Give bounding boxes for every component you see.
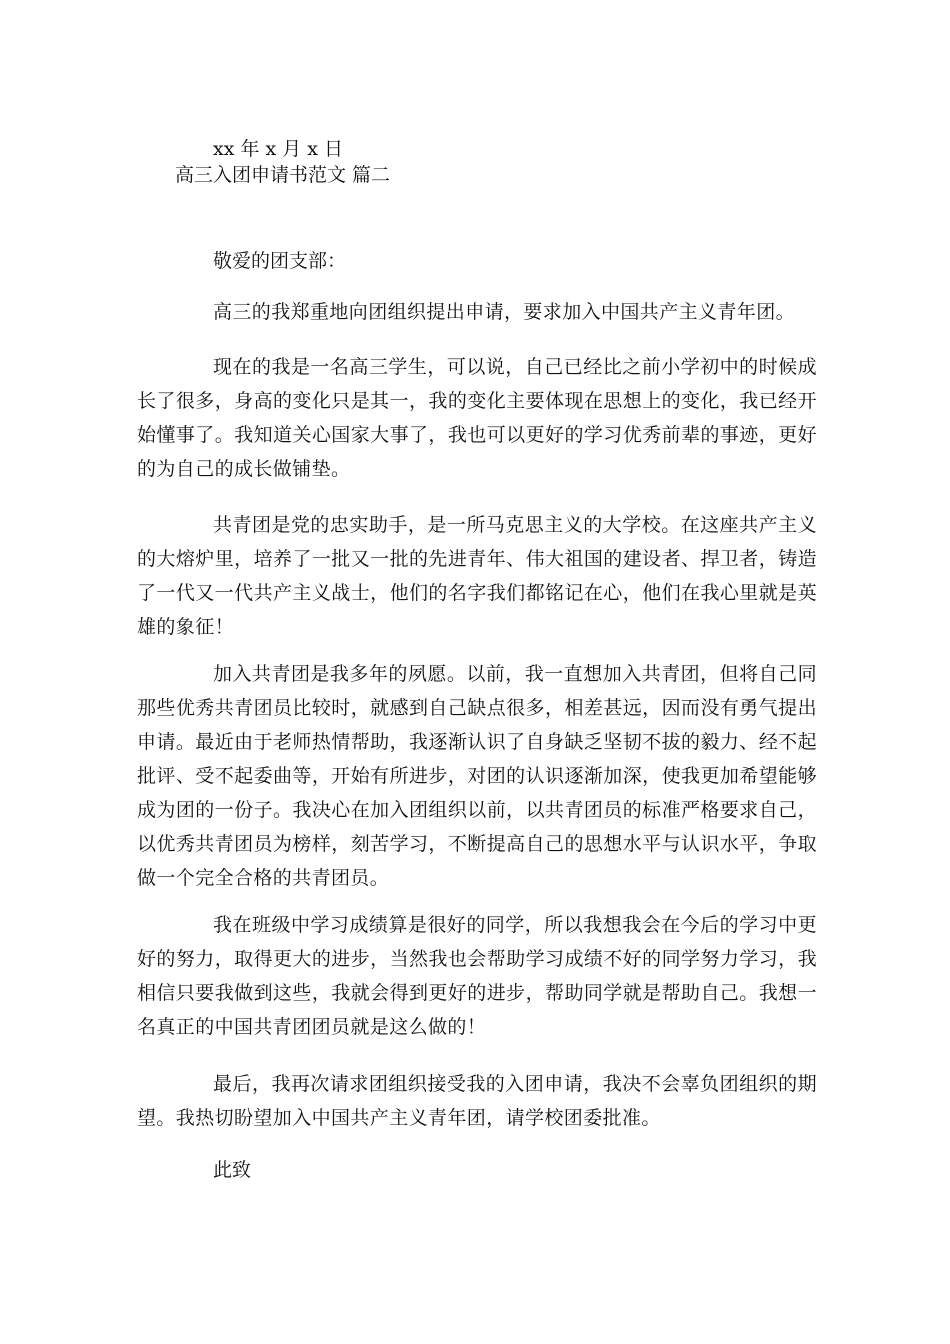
document-subtitle: 高三入团申请书范文 篇二 (175, 164, 391, 186)
paragraph-1: 高三的我郑重地向团组织提出申请，要求加入中国共产主义青年团。 (213, 301, 796, 323)
paragraph-6: 最后，我再次请求团组织接受我的入团申请，我决不会辜负团组织的期望。我热切盼望加入中国共产主义青年团，请学校团委批准。 (137, 1073, 817, 1129)
salutation: 敬爱的团支部： (213, 250, 347, 272)
closing-line: 此致 (213, 1159, 252, 1181)
paragraph-5: 我在班级中学习成绩算是很好的同学，所以我想我会在今后的学习中更好的努力，取得更大的进步，当然我也会帮助学习成绩不好的同学努力学习，我相信只要我做到这些，我就会得到更好的进步，帮助同学就是帮助自己。我想一名真正的中国共青团团员就是这么做的！ (137, 914, 817, 1038)
date-line: xx 年 x 月 x 日 (213, 138, 344, 160)
paragraph-4: 加入共青团是我多年的夙愿。以前，我一直想加入共青团，但将自己同那些优秀共青团员比较时，就感到自己缺点很多，相差甚远，因而没有勇气提出申请。最近由于老师热情帮助，我逐渐认识了自身缺乏坚韧不拔的毅力、经不起批评、受不起委曲等，开始有所进步，对团的认识逐渐加深，使我更加希望能够成为团的一份子。我决心在加入团组织以前，以共青团员的标准严格要求自己，以优秀共青团员为榜样，刻苦学习，不断提高自己的思想水平与认识水平，争取做一个完全合格的共青团员。 (137, 663, 817, 889)
paragraph-3: 共青团是党的忠实助手，是一所马克思主义的大学校。在这座共产主义的大熔炉里，培养了一批又一批的先进青年、伟大祖国的建设者、捍卫者，铸造了一代又一代共产主义战士，他们的名字我们都铭记在心，他们在我心里就是英雄的象征！ (137, 514, 817, 638)
paragraph-2: 现在的我是一名高三学生，可以说，自己已经比之前小学初中的时候成长了很多，身高的变化只是其一，我的变化主要体现在思想上的变化，我已经开始懂事了。我知道关心国家大事了，我也可以更好的学习优秀前辈的事迹，更好的为自己的成长做铺垫。 (137, 356, 817, 480)
